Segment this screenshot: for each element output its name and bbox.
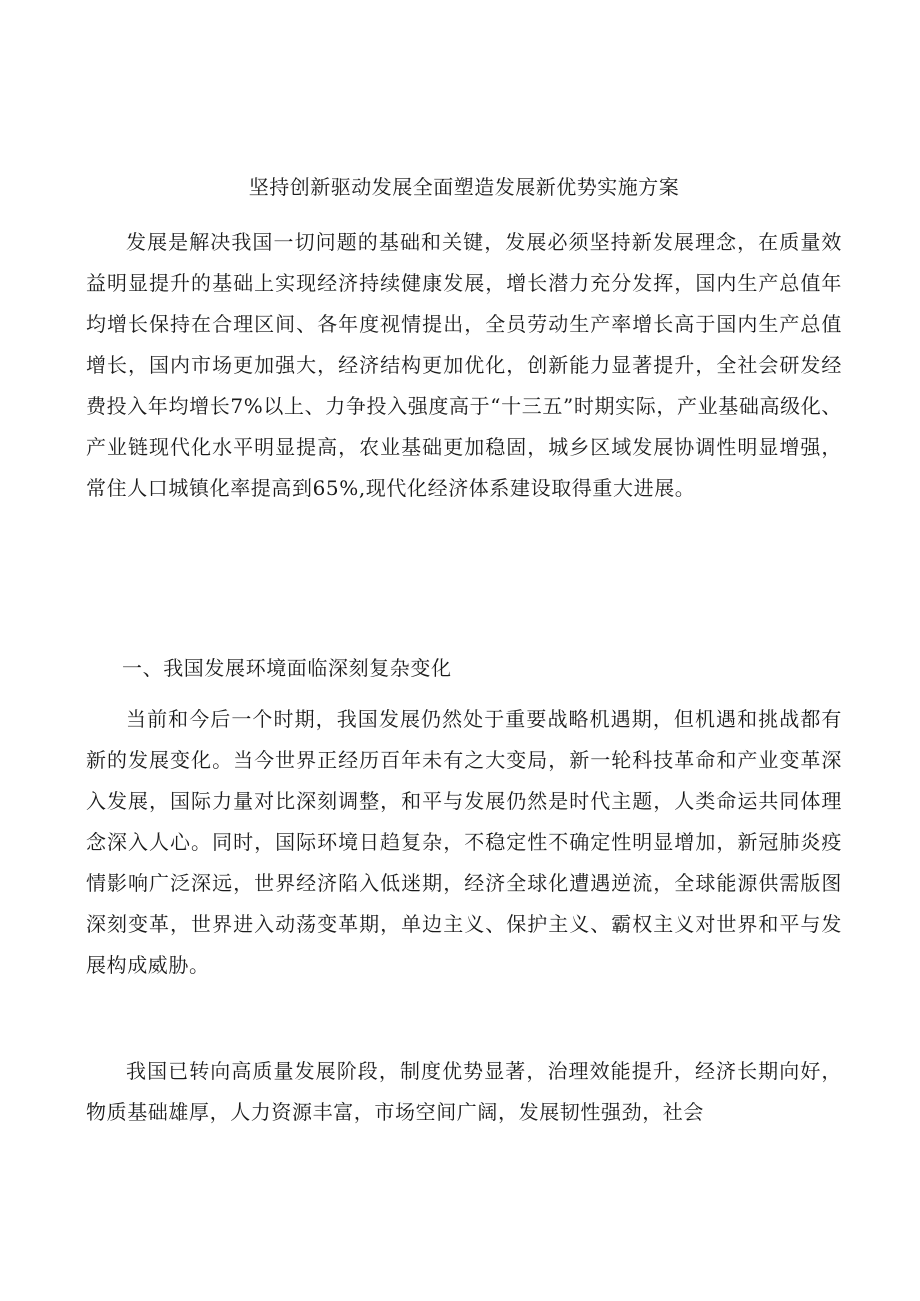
section-paragraph-2: 我国已转向高质量发展阶段，制度优势显著，治理效能提升，经济长期向好，物质基础雄厚，人力资源丰富，市场空间广阔，发展韧性强劲，社会	[86, 1059, 842, 1124]
section-paragraph-1: 当前和今后一个时期，我国发展仍然处于重要战略机遇期，但机遇和挑战都有新的发展变化。当今世界正经历百年未有之大变局，新一轮科技革命和产业变革深入发展，国际力量对比深刻调整，和平与发展仍然是时代主题，人类命运共同体理念深入人心。同时，国际环境日趋复杂，不稳定性不确定性明显增加，新冠肺炎疫情影响广泛深远，世界经济陷入低迷期，经济全球化遭遇逆流，全球能源供需版图深刻变革，世界进入动荡变革期，单边主义、保护主义、霸权主义对世界和平与发展构成威胁。	[86, 707, 842, 977]
section-heading: 一、我国发展环境面临深刻复杂变化	[122, 656, 452, 680]
intro-paragraph: 发展是解决我国一切问题的基础和关键，发展必须坚持新发展理念，在质量效益明显提升的基础上实现经济持续健康发展，增长潜力充分发挥，国内生产总值年均增长保持在合理区间、各年度视情提出，全员劳动生产率增长高于国内生产总值增长，国内市场更加强大，经济结构更加优化，创新能力显著提升，全社会研发经费投入年均增长7%以上、力争投入强度高于“十三五”时期实际，产业基础高级化、产业链现代化水平明显提高，农业基础更加稳固，城乡区域发展协调性明显增强，常住人口城镇化率提高到65%,现代化经济体系建设取得重大进展。	[86, 230, 842, 500]
document-title: 坚持创新驱动发展全面塑造发展新优势实施方案	[248, 175, 680, 199]
document-page	[86, 0, 842, 1301]
